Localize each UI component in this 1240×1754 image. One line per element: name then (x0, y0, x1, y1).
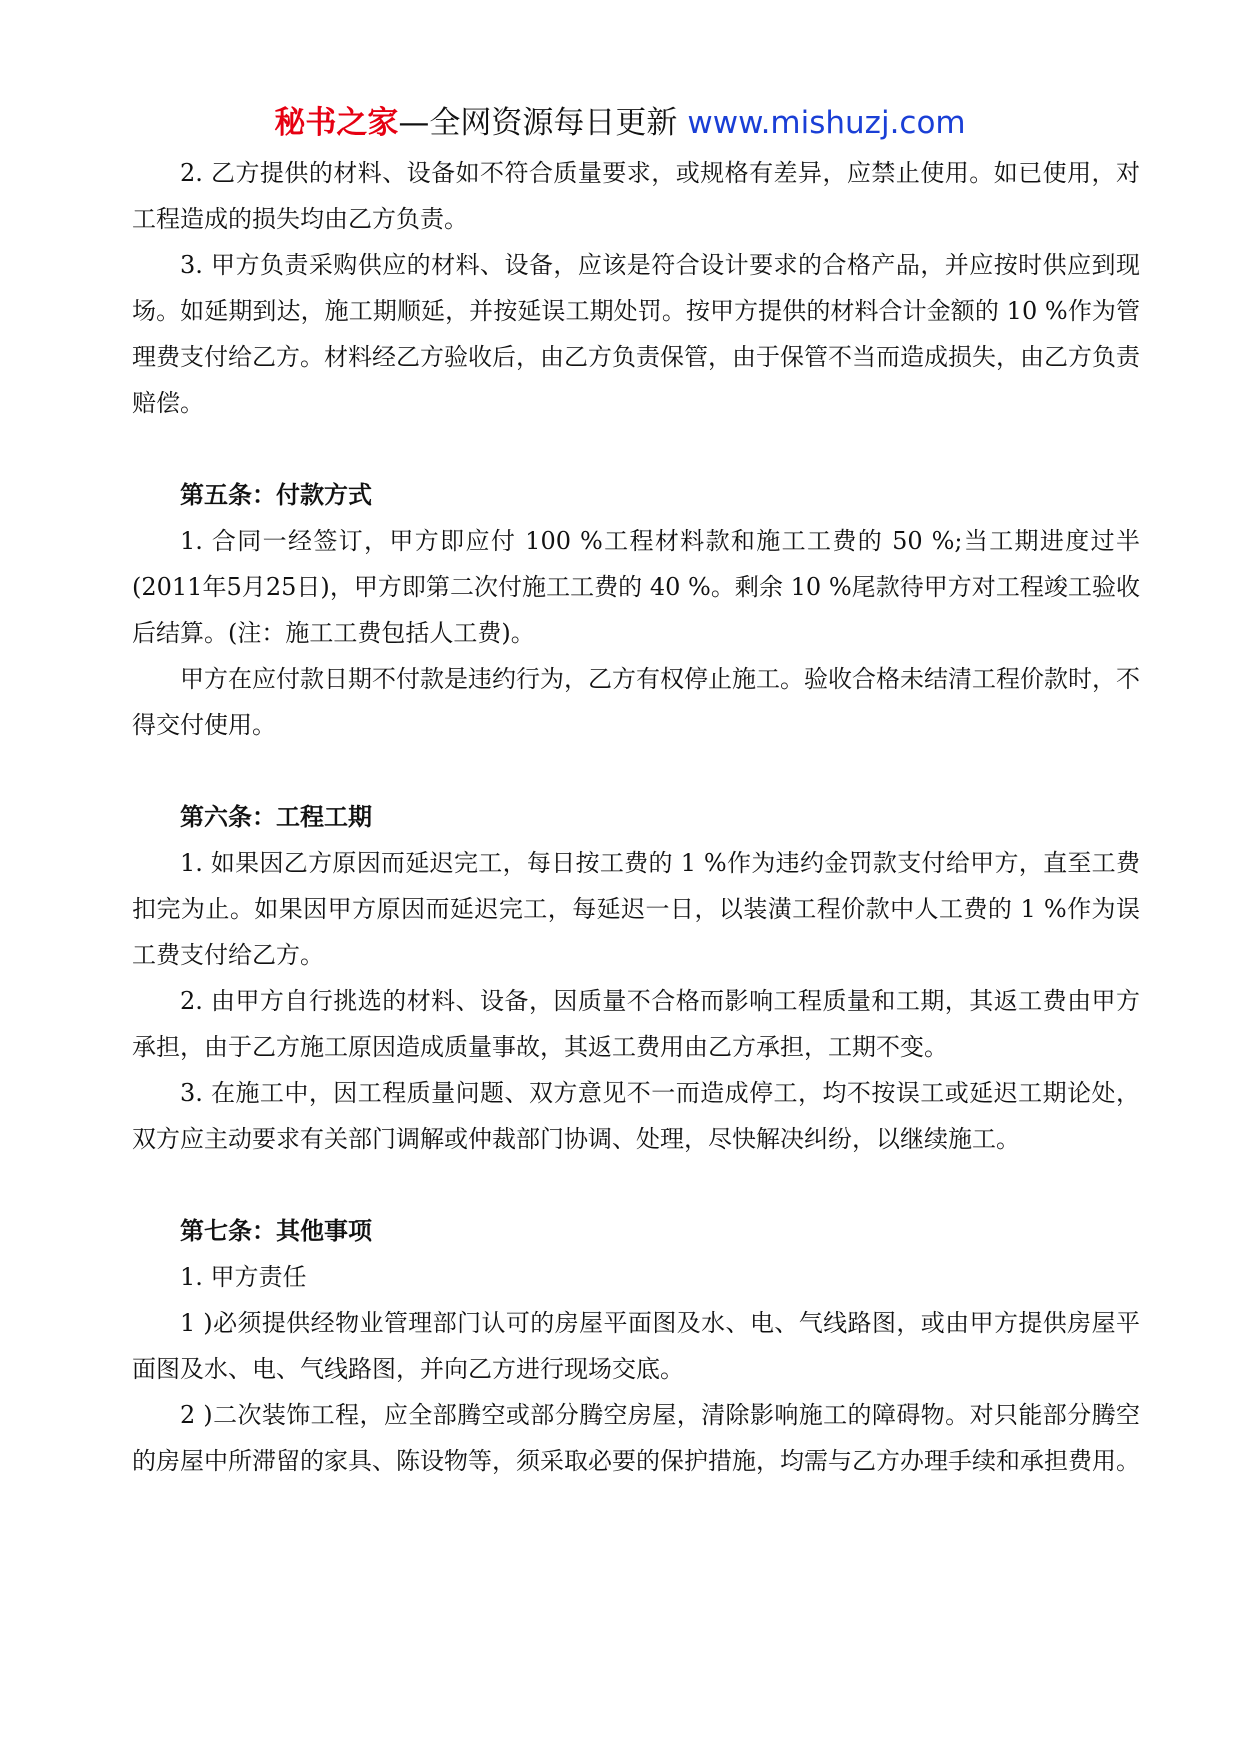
site-banner (0, 98, 1240, 148)
clause-4-2: 2. 乙方提供的材料、设备如不符合质量要求，或规格有差异，应禁止使用。如已使用，对工程造成的损失均由乙方负责。 (132, 159, 1140, 233)
spacer (132, 426, 1140, 472)
spacer (132, 1162, 1140, 1208)
clause-5-2: 甲方在应付款日期不付款是违约行为，乙方有权停止施工。验收合格未结清工程价款时，不得交付使用。 (132, 665, 1140, 739)
document-body (132, 150, 1140, 1484)
clause-6-3: 3. 在施工中，因工程质量问题、双方意见不一而造成停工，均不按误工或延迟工期论处，双方应主动要求有关部门调解或仲裁部门协调、处理，尽快解决纠纷，以继续施工。 (132, 1079, 1140, 1153)
clause-7-1-2: 2 )二次装饰工程，应全部腾空或部分腾空房屋，清除影响施工的障碍物。对只能部分腾空的房屋中所滞留的家具、陈设物等，须采取必要的保护措施，均需与乙方办理手续和承担费用。 (132, 1401, 1140, 1475)
spacer (132, 748, 1140, 794)
clause-6-1: 1. 如果因乙方原因而延迟完工，每日按工费的 1 %作为违约金罚款支付给甲方，直至工费扣完为止。如果因甲方原因而延迟完工，每延迟一日，以装潢工程价款中人工费的 1 %作为误工费支付给乙方。 (132, 849, 1140, 969)
section-7-heading: 第七条：其他事项 (180, 1217, 372, 1245)
banner-url[interactable]: www.mishuzj.com (687, 105, 966, 141)
clause-6-2: 2. 由甲方自行挑选的材料、设备，因质量不合格而影响工程质量和工期，其返工费由甲方承担，由于乙方施工原因造成质量事故，其返工费用由乙方承担，工期不变。 (132, 987, 1140, 1061)
clause-4-3: 3. 甲方负责采购供应的材料、设备，应该是符合设计要求的合格产品，并应按时供应到现场。如延期到达，施工期顺延，并按延误工期处罚。按甲方提供的材料合计金额的 10 %作为管理费支付给乙方。材料经乙方验收后，由乙方负责保管，由于保管不当而造成损失，由乙方负责赔偿。 (132, 251, 1140, 417)
section-6-heading: 第六条：工程工期 (180, 803, 372, 831)
clause-7-1-1: 1 )必须提供经物业管理部门认可的房屋平面图及水、电、气线路图，或由甲方提供房屋平面图及水、电、气线路图，并向乙方进行现场交底。 (132, 1309, 1140, 1383)
banner-slogan: —全网资源每日更新 (398, 105, 678, 141)
clause-7-1: 1. 甲方责任 (180, 1263, 307, 1291)
clause-5-1: 1. 合同一经签订，甲方即应付 100 %工程材料款和施工工费的 50 %;当工期进度过半(2011年5月25日)，甲方即第二次付施工工费的 40 %。剩余 10 %尾款待甲方对工程竣工验收后结算。(注：施工工费包括人工费)。 (132, 527, 1140, 647)
section-5-heading: 第五条：付款方式 (180, 481, 372, 509)
banner-brand: 秘书之家 (274, 105, 399, 141)
